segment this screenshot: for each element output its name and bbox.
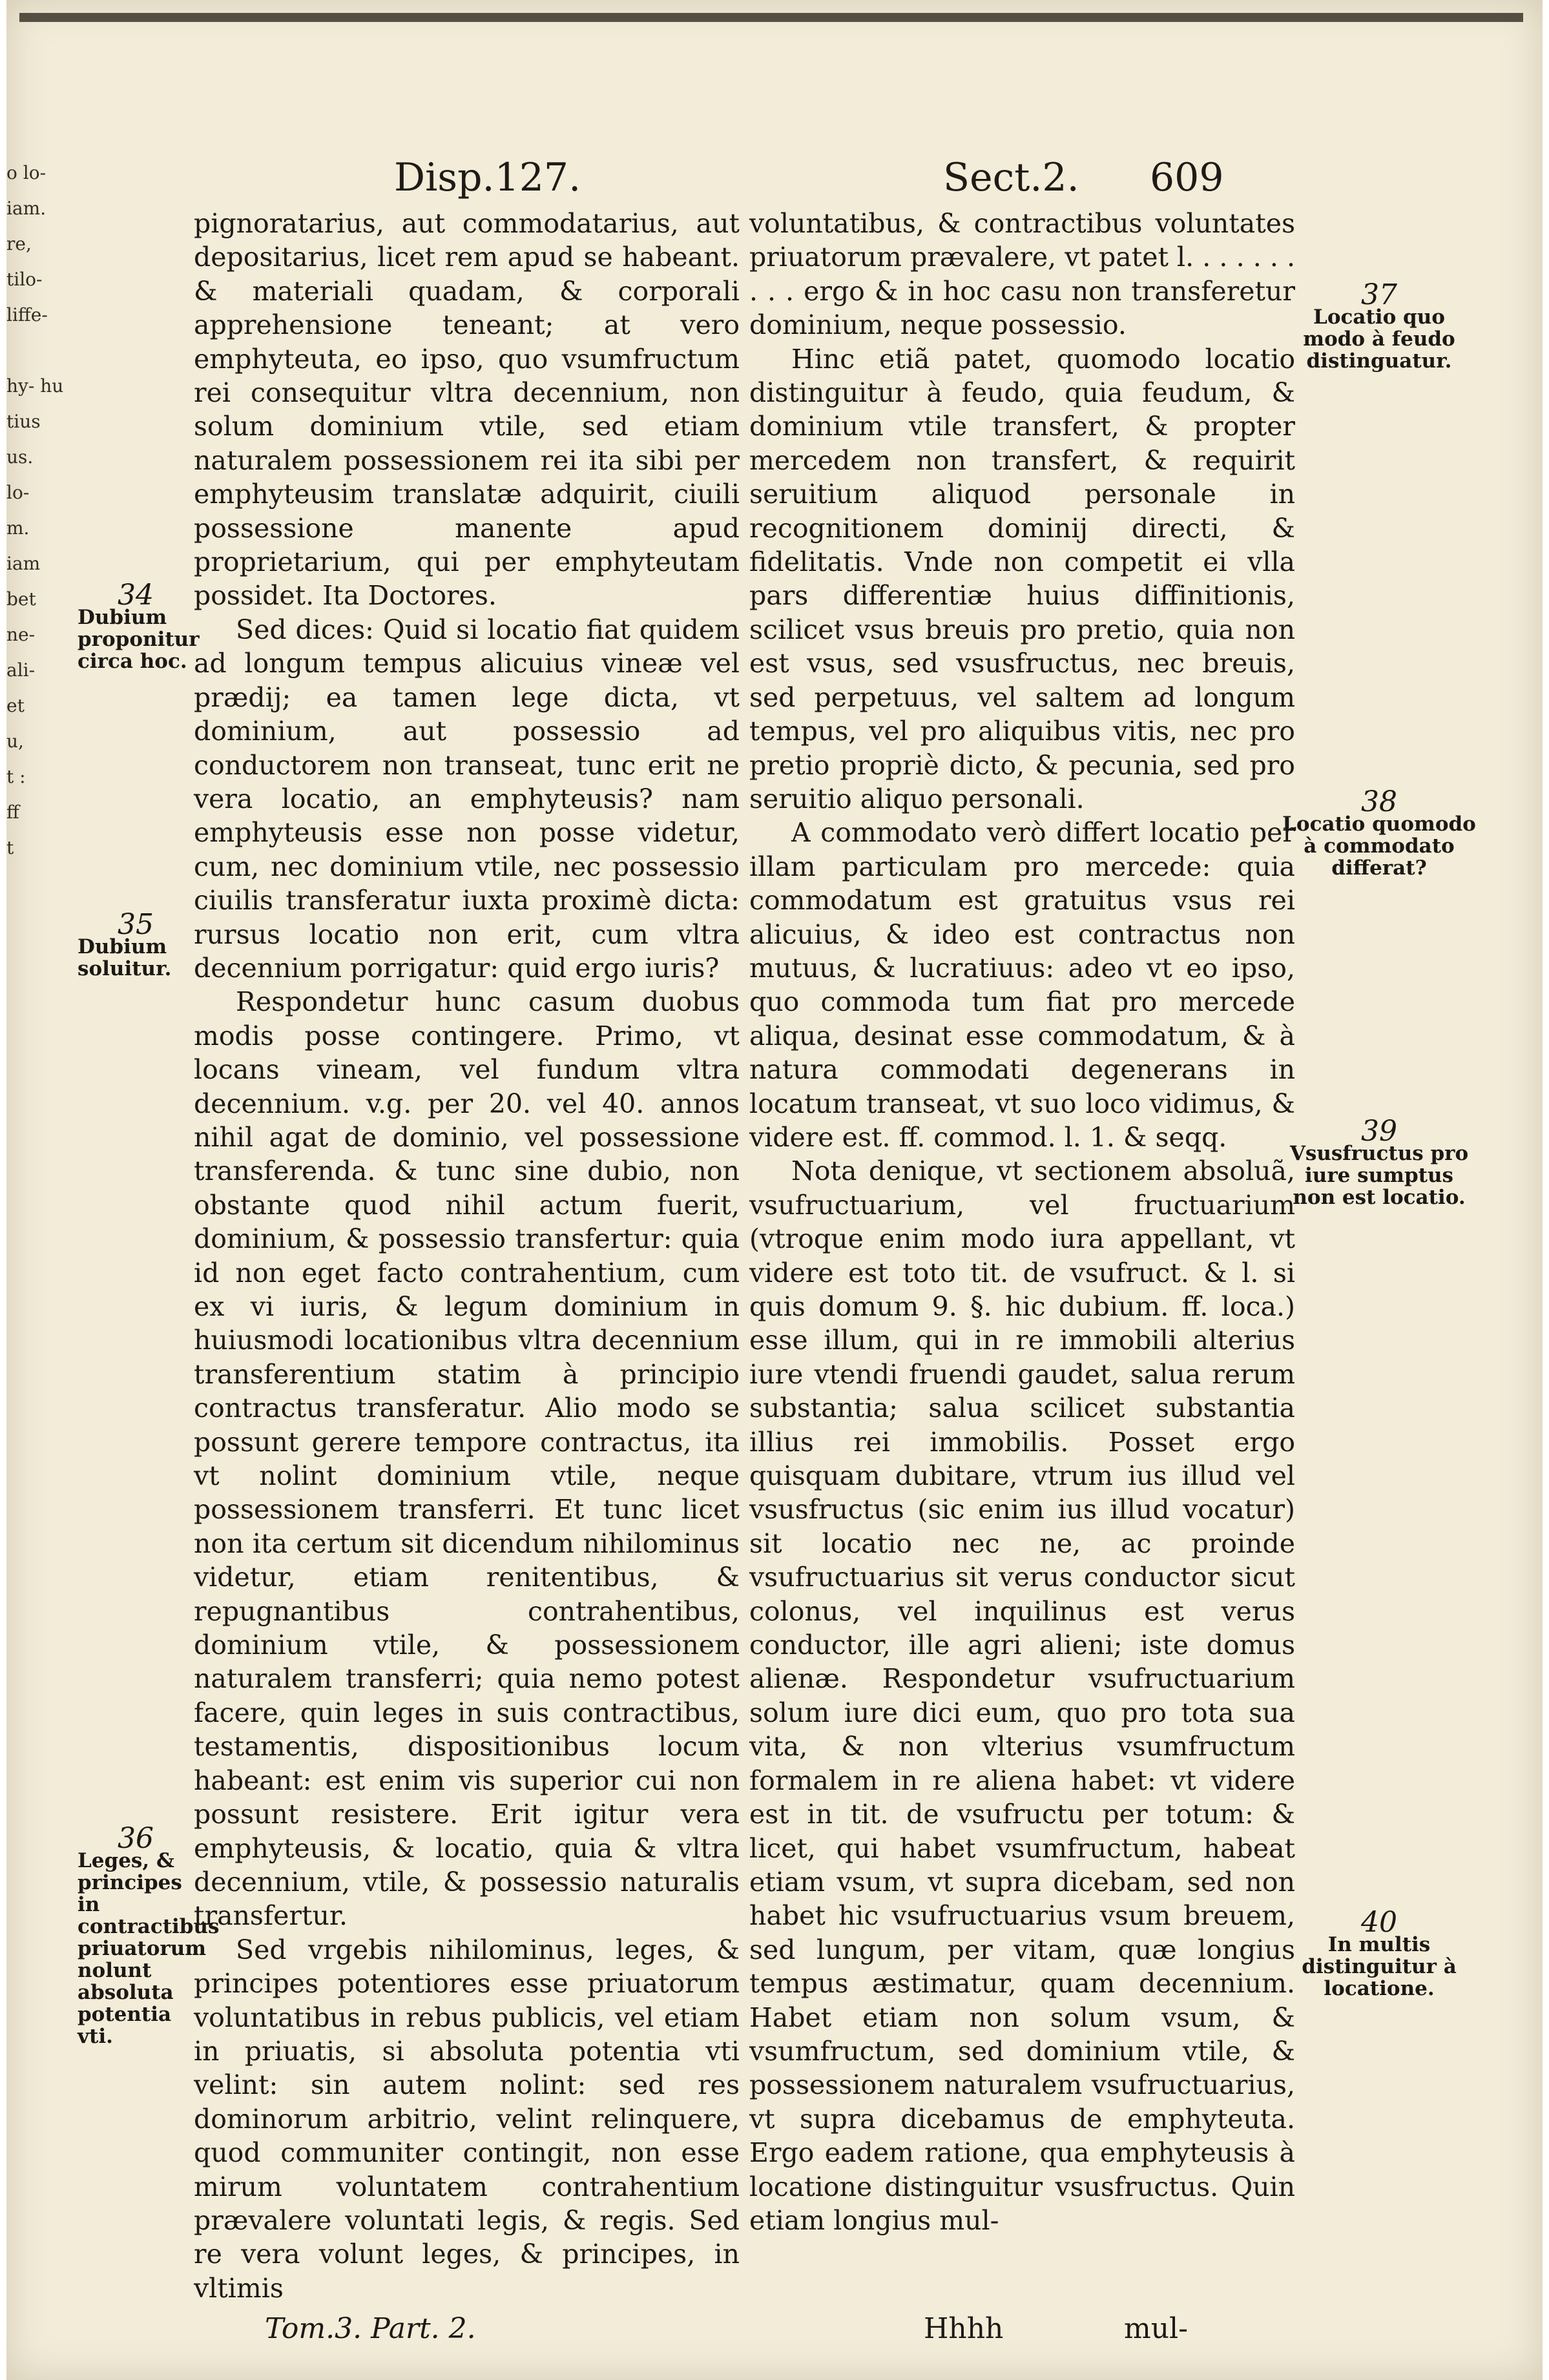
edge-fragment: m. (6, 517, 30, 539)
margin-note-text: In multis distinguitur à locatione. (1302, 1933, 1457, 2000)
margin-note-number: 40 (1361, 1906, 1397, 1939)
margin-note-number: 35 (118, 908, 154, 941)
edge-fragment: tilo- (6, 269, 43, 290)
book-page (6, 0, 1543, 2380)
margin-note-36 (78, 1822, 220, 2048)
paragraph: Sed vrgebis nihilominus, leges, & principes potentiores esse priuatorum voluntatibus in rebus publicis, vel etiam in priuatis, si absoluta potentia vti velint: sin autem nolint: sed res dominorum arbitrio, velint relinquere, quod communiter contingit, non esse mirum voluntatem contrahentium prævalere voluntati legis, & regis. Sed re vera volunt leges, & principes, in vltimis (194, 1934, 740, 2304)
edge-fragment: us. (6, 446, 34, 468)
edge-fragment: u, (6, 730, 24, 752)
margin-note-text: Leges, & principes in contractibus priuatorum nolunt absoluta potentia vti. (78, 1849, 220, 2048)
edge-fragment: hy- hu (6, 375, 64, 397)
margin-note-number: 36 (118, 1822, 154, 1855)
paragraph: Nota denique, vt sectionem absoluã, vsufructuarium, vel fructuarium (vtroque enim modo iura appellant, vt videre est toto tit. de vsufruct. & l. si quis domum 9. §. hic dubium. ff. loca.) esse illum, qui in re immobili alterius iure vtendi fruendi gaudet, salua rerum substantia; salua scilicet substantia illius rei immobilis. Posset ergo quisquam dubitare, vtrum ius illud vel vsusfructus (sic enim ius illud vocatur) sit locatio nec ne, ac proinde vsufructuarius sit verus conductor sicut colonus, vel inquilinus est verus conductor, ille agri alieni; iste domus alienæ. Respondetur vsufructuarium solum iure dici eum, quo pro tota sua vita, & non vlterius vsumfructum formalem in re aliena habet: vt videre est in tit. de vsufructu per totum: & licet, qui habet vsumfructum, habeat etiam vsum, vt supra dicebam, sed non habet hic vsufructuarius vsum breuem, sed lungum, per vitam, quæ longius tempus æstimatur, quam decennium. Habet etiam non solum vsum, & vsumfructum, sed dominium vtile, & possessionem naturalem vsufructuarius, vt supra dicebamus de emphyteuta. Ergo eadem ratione, qua emphyteusis à locatione distinguitur vsusfructus. Quin etiam longius mul- (749, 1155, 1295, 2236)
header-section: Sect.2. (943, 155, 1079, 200)
page-top-edge (19, 13, 1523, 22)
margin-note-text: Locatio quomodo à commodato differat? (1282, 812, 1476, 880)
paragraph: Sed dices: Quid si locatio fiat quidem ad longum tempus alicuius vineæ vel prædij; ea tamen lege dicta, vt dominium, aut possessio ad conductorem non transeat, tunc erit ne vera locatio, an emphyteusis? nam emphyteusis esse non posse videtur, cum, nec dominium vtile, nec possessio ciuilis transferatur iuxta proximè dicta: rursus locatio non erit, cum vltra decennium porrigatur: quid ergo iuris? (194, 614, 740, 984)
paragraph: Respondetur hunc casum duobus modis posse contingere. Primo, vt locans vineam, vel fundum vltra decennium. v.g. per 20. vel 40. annos nihil agat de dominio, vel possessione transferenda. & tunc sine dubio, non obstante quod nihil actum fuerit, dominium, & possessio transfertur: quia id non eget facto contrahentium, cum ex vi iuris, & legum dominium in huiusmodi locationibus vltra decennium transferentium statim à principio contractus transferatur. Alio modo se possunt gerere tempore contractus, ita vt nolint dominium vtile, neque possessionem transferri. Et tunc licet non ita certum sit dicendum nihilominus videtur, etiam renitentibus, & repugnantibus contrahentibus, dominium vtile, & possessionem naturalem transferri; quia nemo potest facere, quin leges in suis contractibus, testamentis, dispositionibus locum habeant: est enim vis superior cui non possunt resistere. Erit igitur vera emphyteusis, & locatio, quia & vltra decennium, vtile, & possessio naturalis transfertur. (194, 986, 740, 1932)
edge-fragment: ff (6, 802, 19, 823)
margin-note-number: 38 (1361, 785, 1397, 818)
left-text-column (194, 207, 740, 2305)
margin-note-number: 39 (1361, 1115, 1397, 1148)
previous-page-edge (6, 155, 65, 1382)
edge-fragment: o lo- (6, 162, 47, 183)
footer-catchword: mul- (1124, 2312, 1188, 2345)
edge-fragment: re, (6, 233, 32, 254)
paragraph: pignoratarius, aut commodatarius, aut depositarius, licet rem apud se habeant. & materiali quadam, & corporali apprehensione teneant; at vero emphyteuta, eo ipso, quo vsumfructum rei consequitur vltra decennium, non solum dominium vtile, sed etiam naturalem possessionem rei ita sibi per emphyteusim translatæ adquirit, ciuili possessione manente apud proprietarium, qui per emphyteutam possidet. Ita Doctores. (194, 208, 740, 612)
edge-fragment: iam (6, 553, 41, 574)
paragraph: voluntatibus, & contractibus voluntates priuatorum prævalere, vt patet l. . . . . . . . . . ergo & in hoc casu non transferetur dominium, neque possessio. (749, 208, 1295, 341)
margin-note-35 (78, 908, 194, 980)
margin-note-text: Locatio quo modo à feudo distinguatur. (1303, 305, 1455, 373)
margin-note-text: Vsusfructus pro iure sumptus non est locatio. (1289, 1142, 1469, 1209)
margin-note-number: 34 (118, 579, 154, 612)
paragraph: Hinc etiã patet, quomodo locatio distinguitur à feudo, quia feudum, & dominium vtile transfert, & propter mercedem non transfert, & requirit seruitium aliquod personale in recognitionem dominij directi, & fidelitatis. Vnde non competit ei vlla pars differentiæ huius diffinitionis, scilicet vsus breuis pro pretio, quia non est vsus, sed vsusfructus, nec breuis, sed perpetuus, vel saltem ad longum tempus, vel pro aliquibus vitis, nec pro pretio propriè dicto, & pecunia, sed pro seruitio aliquo personali. (749, 343, 1295, 814)
margin-note-39 (1282, 1115, 1476, 1209)
edge-fragment: ali- (6, 659, 36, 681)
margin-note-text: Dubium soluitur. (78, 935, 172, 980)
footer-volume: Tom.3. Part. 2. (265, 2312, 476, 2345)
margin-note-37 (1282, 278, 1476, 373)
margin-note-text: Dubium proponitur circa hoc. (78, 606, 200, 673)
edge-fragment: et (6, 695, 25, 716)
edge-fragment (6, 333, 65, 368)
right-text-column (749, 207, 1295, 2237)
edge-fragment: ne- (6, 624, 36, 645)
edge-fragment: t : (6, 766, 26, 787)
margin-note-34 (78, 579, 200, 673)
header-disputation: Disp.127. (394, 155, 581, 200)
margin-note-38 (1282, 785, 1476, 880)
edge-fragment: iam. (6, 198, 47, 219)
footer-signature: Hhhh (924, 2312, 1004, 2345)
margin-note-40 (1282, 1906, 1476, 2000)
page-number: 609 (1150, 155, 1224, 200)
paragraph: A commodato verò differt locatio per illam particulam pro mercede: quia commodatum est gratuitus vsus rei alicuius, & ideo est contractus non mutuus, & lucratiuus: adeo vt eo ipso, quo commoda tum fiat pro mercede aliqua, desinat esse commodatum, & à natura commodati degenerans in locatum transeat, vt suo loco vidimus, & videre est. ff. commod. l. 1. & seqq. (749, 817, 1295, 1153)
edge-fragment: tius (6, 411, 41, 432)
margin-note-number: 37 (1361, 278, 1397, 311)
edge-fragment: t (6, 837, 14, 858)
edge-fragment: bet (6, 588, 36, 610)
edge-fragment: liffe- (6, 304, 48, 326)
edge-fragment: lo- (6, 482, 30, 503)
